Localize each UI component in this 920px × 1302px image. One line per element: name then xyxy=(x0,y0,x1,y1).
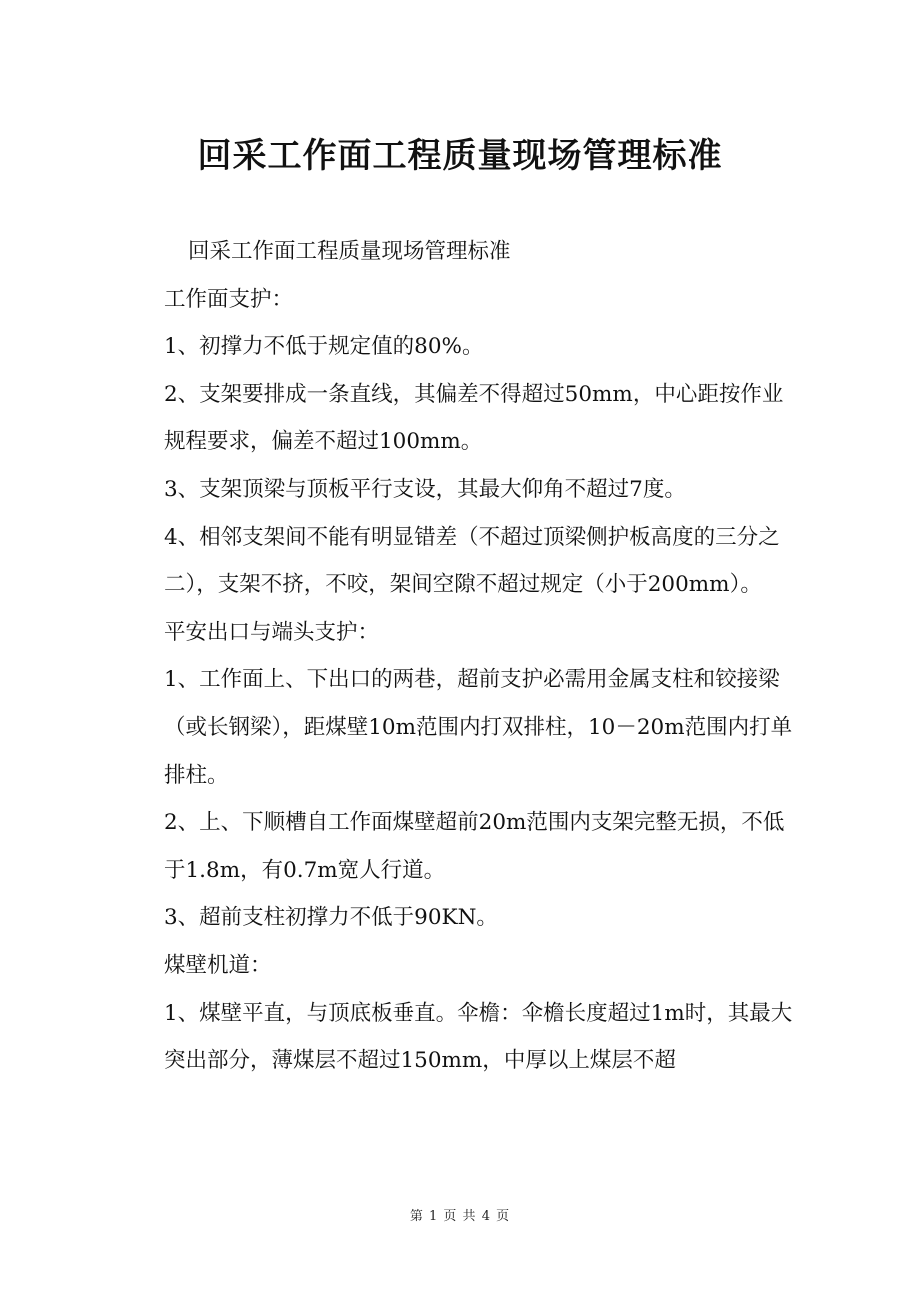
paragraph-item: 3、支架顶梁与顶板平行支设，其最大仰角不超过7度。 xyxy=(164,476,686,502)
paragraph-item: 4、相邻支架间不能有明显错差（不超过顶梁侧护板高度的三分之二），支架不挤，不咬，架间空隙不超过规定（小于200mm）。 xyxy=(164,524,780,598)
section-heading-coal-wall: 煤壁机道： xyxy=(164,952,272,978)
paragraph-item: 1、煤壁平直，与顶底板垂直。伞檐：伞檐长度超过1m时，其最大突出部分，薄煤层不超过150mm，中厚以上煤层不超 xyxy=(164,1000,793,1074)
paragraph-item: 3、超前支柱初撑力不低于90KN。 xyxy=(164,905,498,931)
paragraph-intro: 回采工作面工程质量现场管理标准 xyxy=(188,239,511,264)
paragraph-item: 2、支架要排成一条直线，其偏差不得超过50mm，中心距按作业规程要求，偏差不超过100mm。 xyxy=(164,381,784,455)
section-heading-face-support: 工作面支护： xyxy=(164,286,294,312)
document-title: 回采工作面工程质量现场管理标准 xyxy=(197,136,723,176)
document-body xyxy=(164,228,794,1085)
paragraph-item: 1、工作面上、下出口的两巷，超前支护必需用金属支柱和铰接梁（或长钢梁），距煤壁10m范围内打双排柱，10－20m范围内打单排柱。 xyxy=(164,667,793,788)
paragraph-item: 1、初撑力不低于规定值的80%。 xyxy=(164,334,484,360)
section-heading-exit-support: 平安出口与端头支护： xyxy=(164,619,380,645)
page-footer: 第 1 页 共 4 页 xyxy=(409,1209,511,1224)
paragraph-item: 2、上、下顺槽自工作面煤壁超前20m范围内支架完整无损，不低于1.8m，有0.7m宽人行道。 xyxy=(164,810,785,883)
